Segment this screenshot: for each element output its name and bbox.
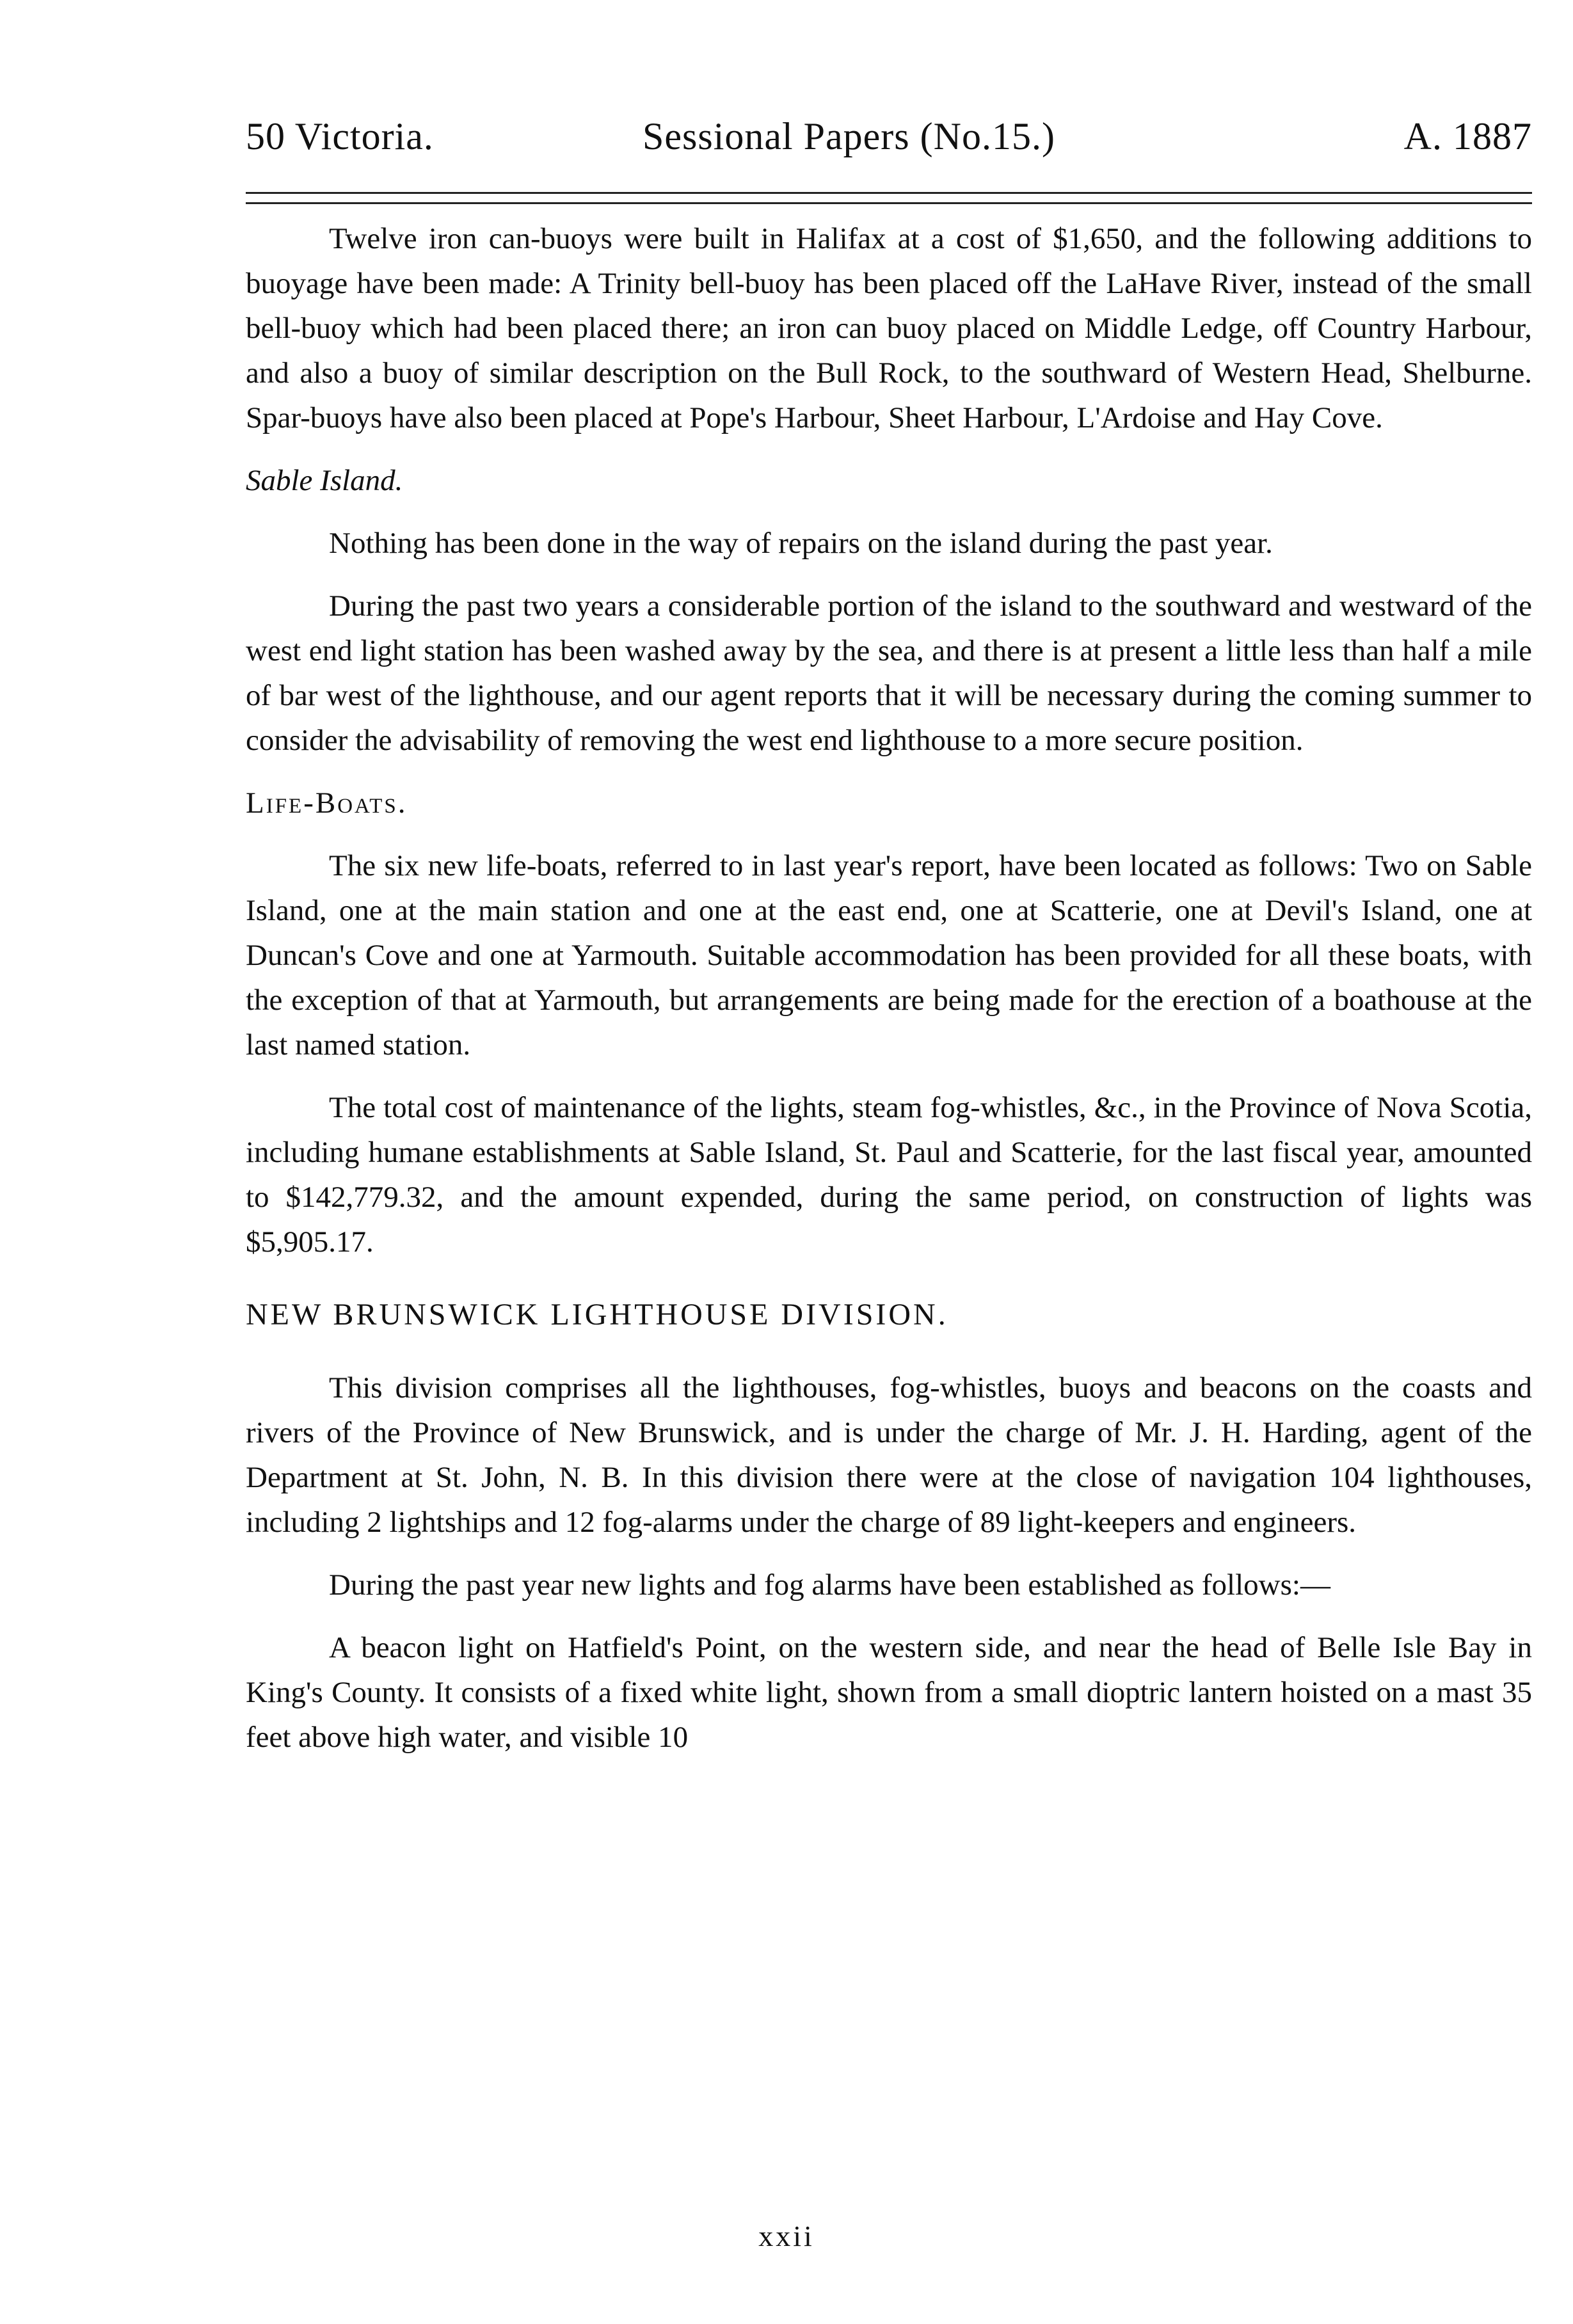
- body-text: [246, 216, 1532, 1760]
- paragraph-life-boats: The six new life-boats, referred to in last year's report, have been located as follows: Two on Sable Island, one at the main station and one at the east end, one at Scatterie, one at Devil's Island, one at Duncan's Cove and one at Yarmouth. Suitable accommodation has been provided for all these boats, with the exception of that at Yarmouth, but arrangements are being made for the erection of a boathouse at the last named station.: [246, 849, 1532, 1062]
- page-number: xxii: [758, 2220, 815, 2252]
- running-head-year: A. 1887: [1403, 115, 1532, 157]
- section-heading-sable-island: Sable Island.: [246, 464, 403, 497]
- running-head: [246, 107, 1532, 165]
- paragraph-hatfields-point: A beacon light on Hatfield's Point, on the western side, and near the head of Belle Isle Bay in King's County. It consists of a fixed white light, shown from a small dioptric lantern hoisted on a mast 35 feet above high water, and visible 10: [246, 1631, 1532, 1754]
- header-rule-top: [246, 192, 1532, 194]
- section-heading-life-boats: Life-Boats.: [246, 786, 408, 820]
- header-rule-bottom: [246, 202, 1532, 204]
- paragraph-nb-division: This division comprises all the lighthouses, fog-whistles, buoys and beacons on the coasts and rivers of the Province of New Brunswick, and is under the charge of Mr. J. H. Harding, agent of the Department at St. John, N. B. In this division there were at the close of navigation 104 lighthouses, including 2 lightships and 12 fog-alarms under the charge of 89 light-keepers and engineers.: [246, 1371, 1532, 1539]
- paragraph-sable-repairs: Nothing has been done in the way of repairs on the island during the past year.: [329, 527, 1273, 560]
- section-heading-new-brunswick: NEW BRUNSWICK LIGHTHOUSE DIVISION.: [246, 1298, 948, 1332]
- paragraph-sable-erosion: During the past two years a considerable portion of the island to the southward and westward of the west end light station has been washed away by the sea, and there is at present a little less than half a mile of bar west of the lighthouse, and our agent reports that it will be necessary during the coming summer to consider the advisability of removing the west end lighthouse to a more secure position.: [246, 589, 1532, 757]
- running-head-title: Sessional Papers (No.15.): [643, 115, 1055, 157]
- paragraph-new-lights-intro: During the past year new lights and fog alarms have been established as follows:—: [329, 1568, 1330, 1602]
- paragraph-nova-scotia-cost: The total cost of maintenance of the lights, steam fog-whistles, &c., in the Province of Nova Scotia, including humane establishments at Sable Island, St. Paul and Scatterie, for the last fiscal year, amounted to $142,779.32, and the amount expended, during the same period, on construction of lights was $5,905.17.: [246, 1091, 1532, 1259]
- running-head-volume: 50 Victoria.: [246, 115, 434, 157]
- paragraph-buoyage: Twelve iron can-buoys were built in Halifax at a cost of $1,650, and the following additions to buoyage have been made: A Trinity bell-buoy has been placed off the LaHave River, instead of the small bell-buoy which had been placed there; an iron can buoy placed on Middle Ledge, off Country Harbour, and also a buoy of similar description on the Bull Rock, to the southward of Western Head, Shelburne. Spar-buoys have also been placed at Pope's Harbour, Sheet Harbour, L'Ardoise and Hay Cove.: [246, 222, 1532, 434]
